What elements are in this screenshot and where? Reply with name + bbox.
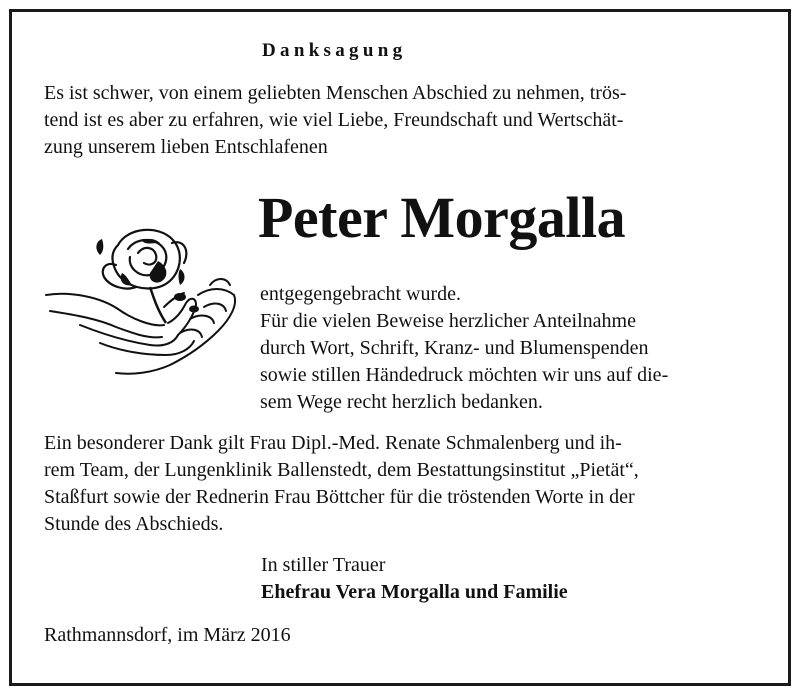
thanks-line: Für die vielen Beweise herzlicher Anteilnahme <box>260 310 636 332</box>
thanks-line: sowie stillen Händedruck möchten wir uns auf die- <box>260 364 669 386</box>
special-thanks-line: Staßfurt sowie der Rednerin Frau Böttcher für die tröstenden Worte in der <box>44 486 635 508</box>
intro-line: Es ist schwer, von einem geliebten Menschen Abschied zu nehmen, trös- <box>44 82 627 104</box>
deceased-name: Peter Morgalla <box>258 185 626 250</box>
special-thanks-line: Stunde des Abschieds. <box>44 513 224 535</box>
thanks-paragraph <box>260 281 756 416</box>
thanks-line: sem Wege recht herzlich bedanken. <box>260 391 543 413</box>
intro-line: zung unserem lieben Entschlafenen <box>44 136 328 158</box>
intro-paragraph <box>44 80 756 161</box>
thanks-line: entgegengebracht wurde. <box>260 283 462 305</box>
mourning-phrase: In stiller Trauer <box>261 554 386 576</box>
special-thanks-line: rem Team, der Lungenklinik Ballenstedt, dem Bestattungsinstitut „Pietät“, <box>44 459 639 481</box>
family-signature: Ehefrau Vera Morgalla und Familie <box>261 581 568 603</box>
rose-in-hands-icon <box>40 215 240 380</box>
thanks-line: durch Wort, Schrift, Kranz- und Blumenspenden <box>260 337 649 359</box>
closing-signature <box>261 552 568 606</box>
special-thanks-line: Ein besonderer Dank gilt Frau Dipl.-Med. Renate Schmalenberg und ih- <box>44 432 622 454</box>
intro-line: tend ist es aber zu erfahren, wie viel Liebe, Freundschaft und Wertschät- <box>44 109 624 131</box>
notice-heading: Danksagung <box>262 40 407 61</box>
place-date: Rathmannsdorf, im März 2016 <box>44 624 291 646</box>
special-thanks-paragraph <box>44 430 756 538</box>
